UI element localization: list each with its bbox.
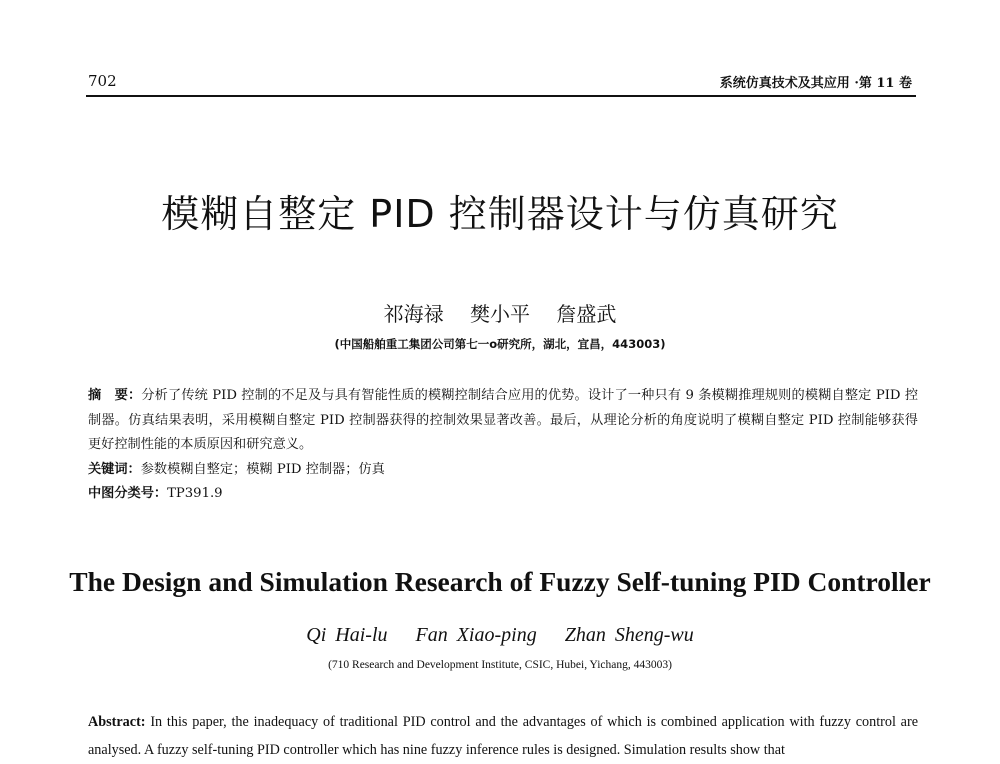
abstract-cn-label: 摘 要：: [88, 388, 142, 403]
abstract-en-text: In this paper, the inadequacy of traditional PID control and the advantages of which is combined application with fuzzy control are analysed. A fuzzy self-tuning PID controller which has nine fuzzy inference rules is designed. Simulation results show that: [88, 714, 919, 758]
classification-cn-text: TP391.9: [167, 486, 223, 501]
chinese-abstract: [88, 384, 918, 458]
abstract-cn-text: 分析了传统 PID 控制的不足及与具有智能性质的模糊控制结合应用的优势。设计了一种只有 9 条模糊推理规则的模糊自整定 PID 控制器。仿真结果表明，采用模糊自整定 PID 控制器获得的控制效果显著改善。最后，从理论分析的角度说明了模糊自整定 PID 控制能够获得更好控制性能的本质原因和研究意义。: [88, 388, 919, 452]
english-affiliation: (710 Research and Development Institute, CSIC, Hubei, Yichang, 443003): [328, 659, 672, 671]
english-authors: [0, 624, 1000, 647]
header-rule: [86, 95, 916, 97]
page-number: 702: [88, 72, 117, 90]
chinese-authors: [0, 298, 1000, 327]
author-cn-1: 祁海禄: [383, 302, 444, 326]
keywords-cn-text: 参数模糊自整定；模糊 PID 控制器；仿真: [140, 461, 385, 477]
english-abstract: [88, 708, 918, 764]
author-en-3: Zhan Sheng-wu: [564, 624, 694, 646]
english-title: The Design and Simulation Research of Fuzzy Self-tuning PID Controller: [69, 566, 931, 597]
chinese-classification: [88, 482, 918, 507]
chinese-keywords: [88, 458, 918, 483]
running-head: 系统仿真技术及其应用 ·第 11 卷: [719, 76, 912, 91]
author-en-2: Fan Xiao-ping: [415, 624, 537, 646]
chinese-affiliation: (中国船舶重工集团公司第七一o研究所，湖北，宜昌，443003): [334, 337, 666, 351]
abstract-en-label: Abstract:: [88, 714, 146, 730]
author-cn-3: 詹盛武: [556, 302, 617, 326]
author-cn-2: 樊小平: [470, 302, 530, 326]
author-en-1: Qi Hai-lu: [306, 624, 388, 646]
chinese-abstract-block: [88, 384, 918, 507]
chinese-title: 模糊自整定 PID 控制器设计与仿真研究: [161, 192, 839, 236]
classification-cn-label: 中图分类号：: [88, 486, 168, 501]
keywords-cn-label: 关键词：: [88, 461, 141, 477]
